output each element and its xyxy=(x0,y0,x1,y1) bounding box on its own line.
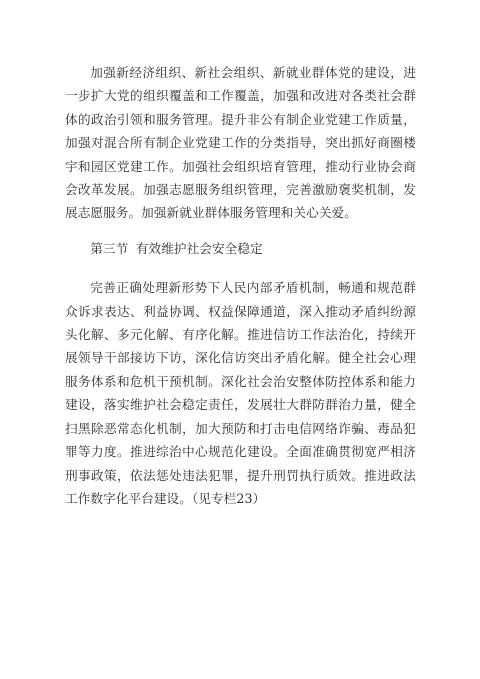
paragraph-party-building: 加强新经济组织、新社会组织、新就业群体党的建设，进一步扩大党的组织覆盖和工作覆盖，加强和改进对各类社会群体的政治引领和服务管理。提升非公有制企业党建工作质量，加强对混合所有制企业党建工作的分类指导，突出抓好商圈楼宇和园区党建工作。加强社会组织培育管理，推动行业协会商会改革发展。加强志愿服务组织管理，完善激励褒奖机制，发展志愿服务。加强新就业群体服务管理和关心关爱。 xyxy=(65,65,416,221)
paragraph-social-stability: 完善正确处理新形势下人民内部矛盾机制，畅通和规范群众诉求表达、利益协调、权益保障通道，深入推动矛盾纠纷源头化解、多元化解、有序化解。推进信访工作法治化，持续开展领导干部接访下访，深化信访突出矛盾化解。健全社会心理服务体系和危机干预机制。深化社会治安整体防控体系和能力建设，落实维护社会稳定责任，发展壮大群防群治力量，健全扫黑除恶常态化机制，加大预防和打击电信网络诈骗、毒品犯罪等力度。推进综治中心规范化建设。全面准确贯彻宽严相济刑事政策，依法惩处违法犯罪，提升刑罚执行质效。推进政法工作数字化平台建设。（见专栏23） xyxy=(65,280,416,506)
section-heading xyxy=(65,237,416,260)
section-title: 有效维护社会安全稳定 xyxy=(135,240,263,256)
document-body xyxy=(65,61,416,510)
section-number: 第三节 xyxy=(90,240,129,256)
